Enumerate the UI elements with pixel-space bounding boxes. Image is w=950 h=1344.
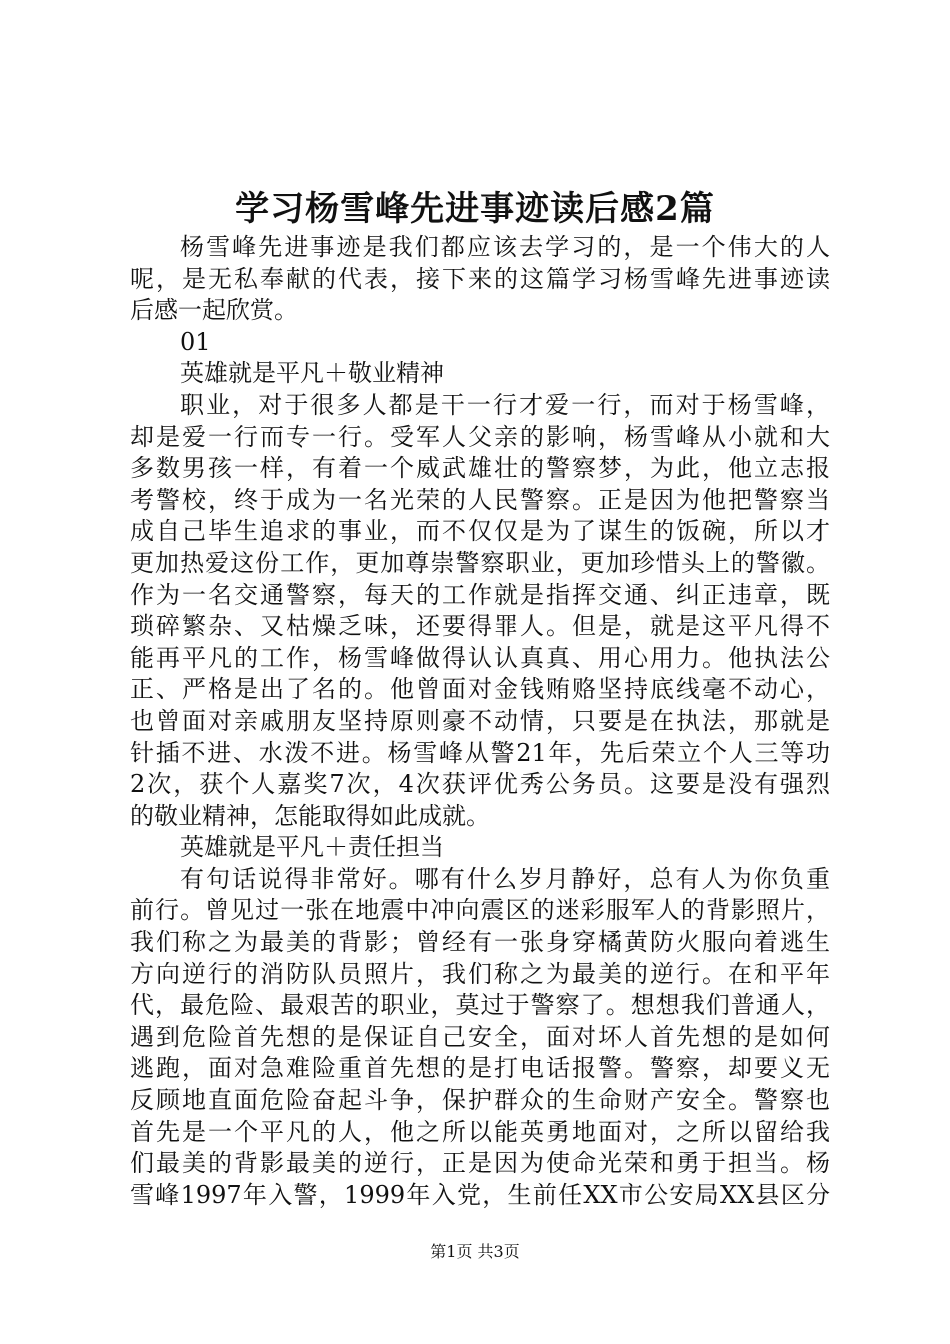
paragraph-line: 作为一名交通警察，每天的工作就是指挥交通、纠正违章，既 [130,580,830,609]
paragraph-line: 遇到危险首先想的是保证自己安全，面对坏人首先想的是如何 [130,1022,830,1051]
paragraph-line: 呢，是无私奉献的代表，接下来的这篇学习杨雪峰先进事迹读 [130,264,830,293]
section-heading: 英雄就是平凡＋责任担当 [180,833,444,862]
section-number: 01 [180,327,211,356]
paragraph-line: 成自己毕生追求的事业，而不仅仅是为了谋生的饭碗，所以才 [130,517,830,546]
paragraph-line: 们最美的背影最美的逆行，正是因为使命光荣和勇于担当。杨 [130,1149,830,1178]
paragraph-line: 逃跑，面对急难险重首先想的是打电话报警。警察，却要义无 [130,1054,830,1083]
paragraph-line: 考警校，终于成为一名光荣的人民警察。正是因为他把警察当 [130,485,830,514]
paragraph-line: 雪峰1997年入警，1999年入党，生前任XX市公安局XX县区分 [130,1180,830,1209]
paragraph-line: 却是爱一行而专一行。受军人父亲的影响，杨雪峰从小就和大 [130,422,830,451]
paragraph-line: 代，最危险、最艰苦的职业，莫过于警察了。想想我们普通人， [130,991,830,1020]
paragraph-line: 正、严格是出了名的。他曾面对金钱贿赂坚持底线毫不动心， [130,675,830,704]
paragraph-line: 琐碎繁杂、又枯燥乏味，还要得罪人。但是，就是这平凡得不 [130,612,830,641]
paragraph-line: 首先是一个平凡的人，他之所以能英勇地面对，之所以留给我 [130,1117,830,1146]
document-body [130,232,830,1211]
document-title: 学习杨雪峰先进事迹读后感2篇 [235,189,715,229]
paragraph-line: 有句话说得非常好。哪有什么岁月静好，总有人为你负重 [180,864,830,893]
paragraph-line: 也曾面对亲戚朋友坚持原则豪不动情，只要是在执法，那就是 [130,706,830,735]
paragraph-line: 2次，获个人嘉奖7次，4次获评优秀公务员。这要是没有强烈 [130,770,830,799]
paragraph-line: 的敬业精神，怎能取得如此成就。 [130,801,490,830]
paragraph-line: 能再平凡的工作，杨雪峰做得认认真真、用心用力。他执法公 [130,643,830,672]
paragraph-line: 针插不进、水泼不进。杨雪峰从警21年，先后荣立个人三等功 [130,738,830,767]
paragraph-line: 职业，对于很多人都是干一行才爱一行，而对于杨雪峰， [180,390,830,419]
paragraph-line: 反顾地直面危险奋起斗争，保护群众的生命财产安全。警察也 [130,1086,830,1115]
section-heading: 英雄就是平凡＋敬业精神 [180,359,444,388]
paragraph-line: 更加热爱这份工作，更加尊崇警察职业，更加珍惜头上的警徽。 [130,548,830,577]
page-footer: 第1页 共3页 [430,1242,520,1261]
paragraph-line: 后感一起欣赏。 [130,296,298,325]
paragraph-line: 方向逆行的消防队员照片，我们称之为最美的逆行。在和平年 [130,959,830,988]
paragraph-line: 我们称之为最美的背影；曾经有一张身穿橘黄防火服向着逃生 [130,928,830,957]
paragraph-line: 多数男孩一样，有着一个威武雄壮的警察梦，为此，他立志报 [130,454,830,483]
paragraph-line: 杨雪峰先进事迹是我们都应该去学习的，是一个伟大的人 [180,233,830,261]
paragraph-line: 前行。曾见过一张在地震中冲向震区的迷彩服军人的背影照片， [130,896,830,925]
